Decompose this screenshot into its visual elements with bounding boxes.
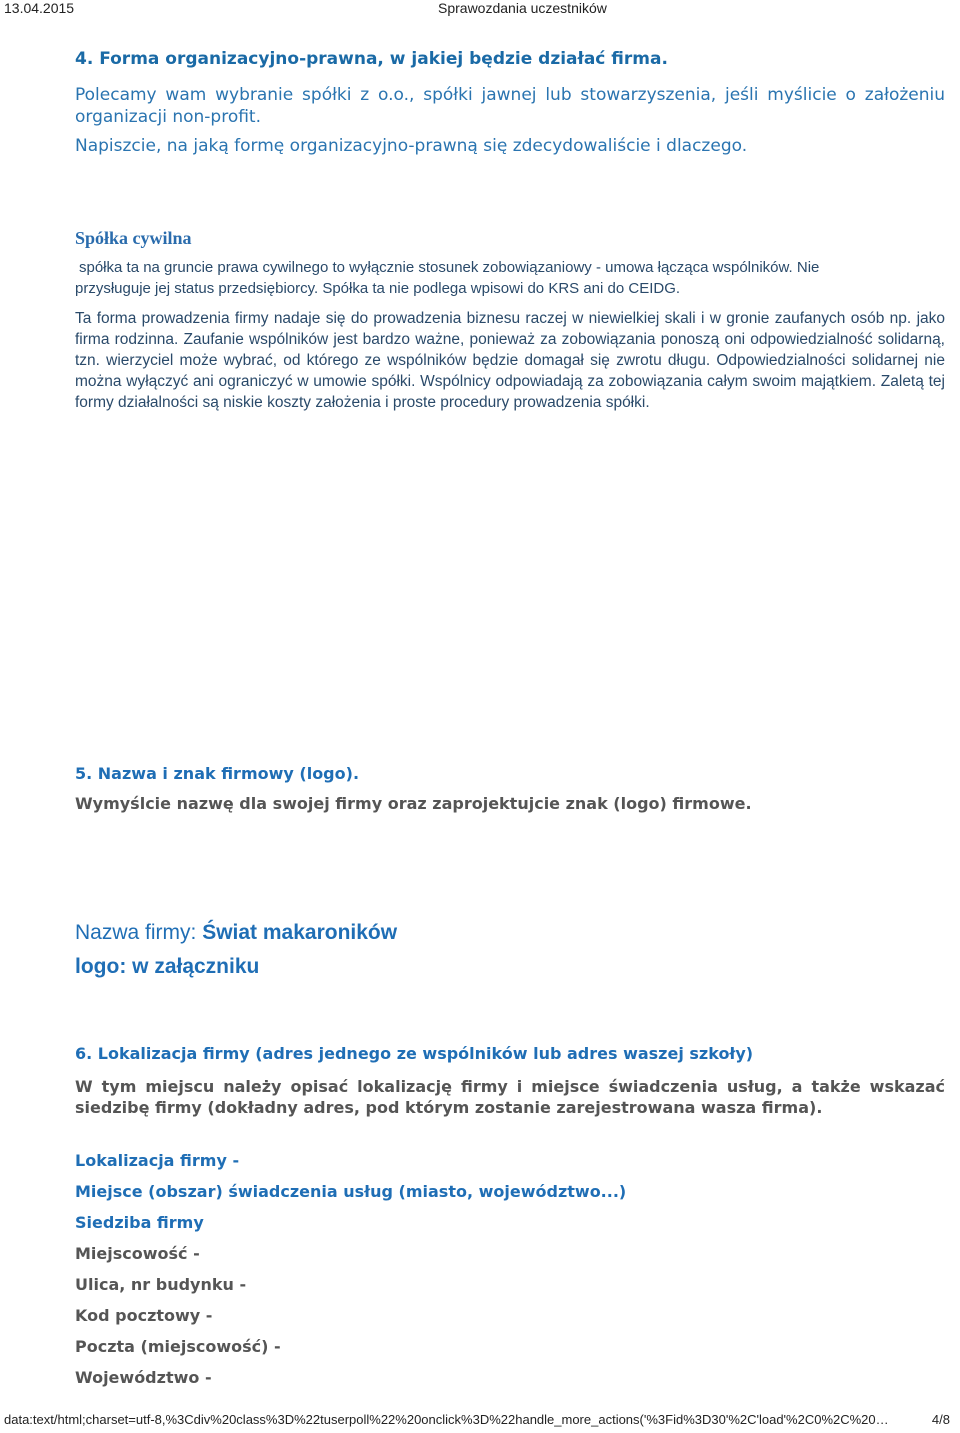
page-number: 4/8 xyxy=(931,1412,950,1427)
firm-name-value: Świat makaroników xyxy=(202,921,398,944)
answer-paragraph-1-line-2: przysługuje jej status przedsiębiorcy. Spółka ta nie podlega wpisowi do KRS ani do CEIDG. xyxy=(75,280,681,297)
field-voivodeship: Województwo - xyxy=(75,1368,212,1387)
field-service-area: Miejsce (obszar) świadczenia usług (miasto, województwo...) xyxy=(75,1182,627,1201)
section-5-question: Wymyślcie nazwę dla swojej firmy oraz zaprojektujcie znak (logo) firmowe. xyxy=(75,794,752,813)
field-location: Lokalizacja firmy - xyxy=(75,1151,240,1170)
section-4-intro: Polecamy wam wybranie spółki z o.o., spółki jawnej lub stowarzyszenia, jeśli myślicie o założeniu organizacji non-profit. xyxy=(75,85,945,127)
answer-title: Spółka cywilna xyxy=(75,228,192,248)
section-6-description: W tym miejscu należy opisać lokalizację firmy i miejsce świadczenia usług, a także wskazać siedzibę firmy (dokładny adres, pod którym zostanie zarejestrowana wasza firma). xyxy=(75,1077,945,1117)
firm-name-label: Nazwa firmy: xyxy=(75,921,203,944)
field-street: Ulica, nr budynku - xyxy=(75,1275,247,1294)
answer-paragraph-1 xyxy=(75,257,945,299)
print-source-url: data:text/html;charset=utf-8,%3Cdiv%20class%3D%22tuserpoll%22%20onclick%3D%22handle_more_actions('%3Fid%3D30'%2C'load'%2C0%2C%20… xyxy=(4,1412,889,1427)
firm-name-line xyxy=(75,921,945,945)
field-seat: Siedziba firmy xyxy=(75,1213,204,1232)
section-4-title: 4. Forma organizacyjno-prawna, w jakiej będzie działać firma. xyxy=(75,49,668,69)
section-4-question: Napiszcie, na jaką formę organizacyjno-prawną się zdecydowaliście i dlaczego. xyxy=(75,136,748,156)
section-6-title: 6. Lokalizacja firmy (adres jednego ze wspólników lub adres waszej szkoły) xyxy=(75,1044,754,1063)
answer-paragraph-1-line-1: spółka ta na gruncie prawa cywilnego to wyłącznie stosunek zobowiązaniowy - umowa łącząca wspólników. Nie xyxy=(79,259,820,276)
answer-paragraph-2: Ta forma prowadzenia firmy nadaje się do prowadzenia biznesu raczej w niewielkiej skali i w gronie zaufanych osób np. jako firma rodzinna. Zaufanie wspólników jest bardzo ważne, ponieważ za zobowiązania ponoszą oni odpowiedzialność solidarną, tzn. wierzyciel może wybrać, od którego ze wspólników będzie domagał się zwrotu długu. Odpowiedzialności solidarnej nie można wyłączyć ani ograniczyć w umowie spółki. Wspólnicy odpowiadają za zobowiązania całym swoim majątkiem. Zaletą tej formy działalności są niskie koszty założenia i proste procedury prowadzenia spółki. xyxy=(75,310,945,411)
field-city: Miejscowość - xyxy=(75,1244,200,1263)
print-date: 13.04.2015 xyxy=(4,0,75,16)
section-5-title: 5. Nazwa i znak firmowy (logo). xyxy=(75,764,360,783)
print-page-title: Sprawozdania uczestników xyxy=(438,0,607,16)
logo-note: logo: w załączniku xyxy=(75,955,260,978)
field-post-office: Poczta (miejscowość) - xyxy=(75,1337,281,1356)
field-postal-code: Kod pocztowy - xyxy=(75,1306,213,1325)
